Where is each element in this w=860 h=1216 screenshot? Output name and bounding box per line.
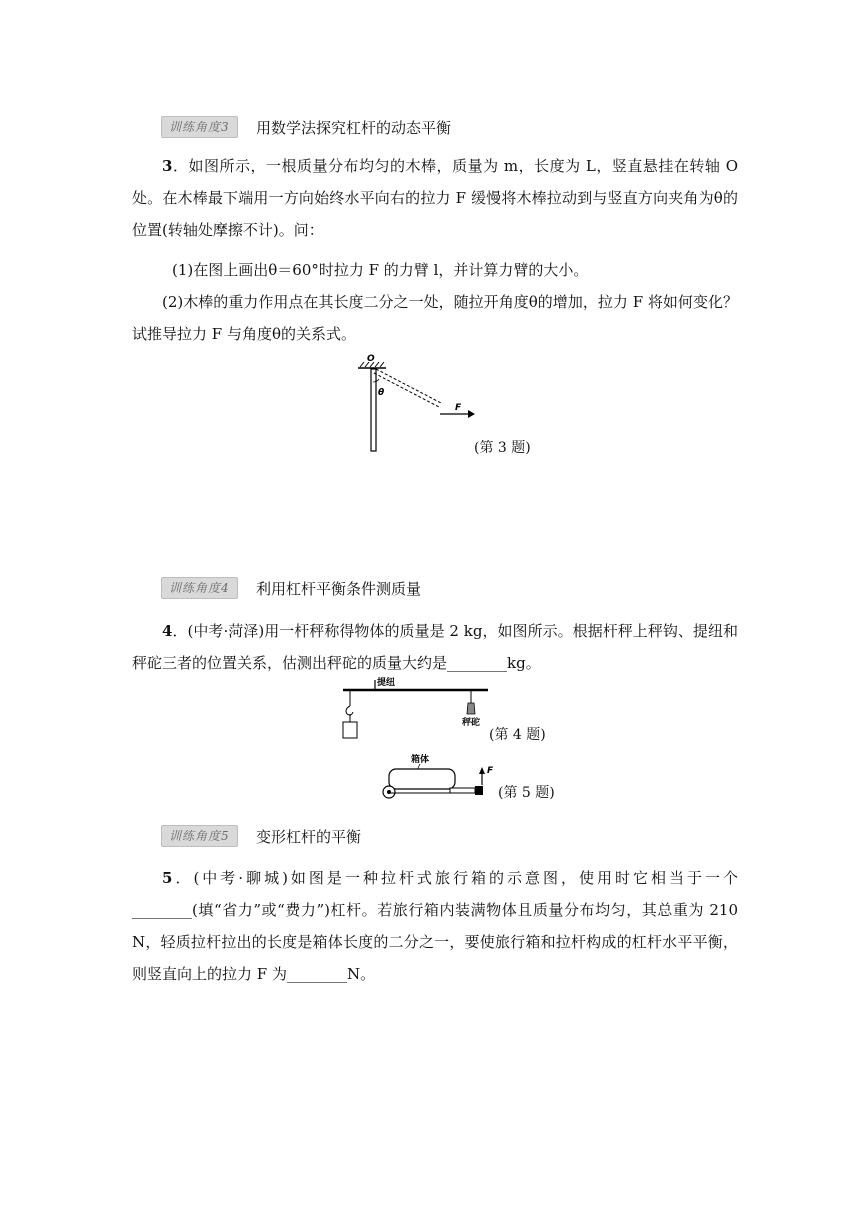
section-badge-4: 训练角度4 [161, 577, 238, 599]
knob-label: 提纽 [377, 678, 396, 688]
section-title-3: 用数学法探究杠杆的动态平衡 [256, 119, 452, 137]
question-4-text [132, 615, 738, 679]
question-4-number: 4 [162, 622, 173, 640]
pivot-label: O [367, 354, 375, 364]
force-label-5: F [487, 766, 494, 776]
section-badge-5: 训练角度5 [161, 825, 238, 847]
figure-3-rod-diagram [340, 352, 490, 457]
figure-3-caption: (第 3 题) [474, 440, 531, 456]
section-title-4: 利用杠杆平衡条件测质量 [256, 580, 422, 598]
figure-4-steelyard [338, 674, 493, 744]
box-label: 箱体 [411, 755, 430, 765]
section-title-5: 变形杠杆的平衡 [256, 828, 362, 846]
angle-label: θ [378, 388, 385, 398]
section-badge-3: 训练角度3 [161, 116, 238, 138]
question-3-body: ．如图所示，一根质量分布均匀的木棒，质量为 m，长度为 L，竖直悬挂在转轴 O 处。在木棒最下端用一方向始终水平向右的拉力 F 缓慢将木棒拉动到与竖直方向夹角为θ的位置(转轴处摩擦不计)。问： [132, 157, 738, 239]
question-5-body: ．(中考·聊城)如图是一种拉杆式旅行箱的示意图，使用时它相当于一个________(填“省力”或“费力”)杠杆。若旅行箱内装满物体且质量分布均匀，其总重为 210 N，轻质拉杆拉出的长度是箱体长度的二分之一，要使旅行箱和拉杆构成的杠杆水平平衡，则竖直向上的拉力 F 为________N。 [132, 869, 738, 983]
question-5-text [132, 862, 738, 990]
handle [475, 786, 483, 795]
figure-5-luggage [378, 751, 503, 803]
question-3-text [132, 150, 738, 246]
question-3-sub2: (2)木棒的重力作用点在其长度二分之一处，随拉开角度θ的增加，拉力 F 将如何变化？试推导拉力 F 与角度θ的关系式。 [132, 293, 738, 343]
question-3-sub1: (1)在图上画出θ＝60°时拉力 F 的力臂 l，并计算力臂的大小。 [172, 261, 589, 279]
figure-4-caption: (第 4 题) [489, 727, 546, 743]
figure-5-caption: (第 5 题) [498, 785, 555, 801]
question-4-body: ．(中考·菏泽)用一杆秤称得物体的质量是 2 kg，如图所示。根据杆秤上秤钩、提纽和秤砣三者的位置关系，估测出秤砣的质量大约是________kg。 [132, 622, 738, 672]
vertical-rod [371, 369, 376, 451]
question-3-number: 3 [162, 157, 173, 175]
question-5-number: 5 [162, 869, 173, 887]
force-label-3: F [455, 403, 462, 413]
luggage-box [389, 769, 455, 789]
weight-label: 秤砣 [462, 718, 481, 728]
object-box [343, 722, 357, 738]
